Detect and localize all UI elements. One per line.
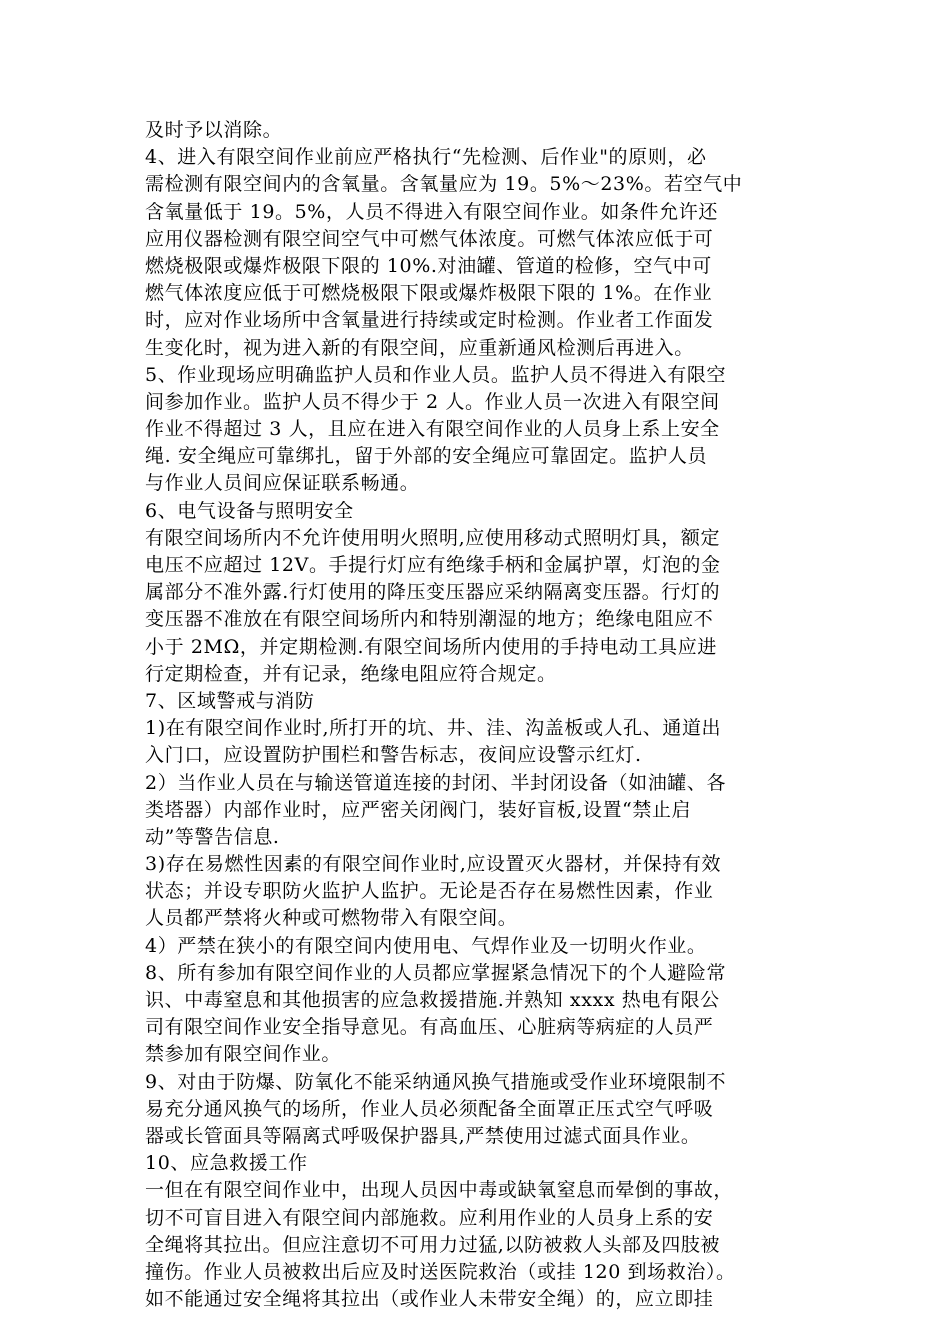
text-line: 切不可盲目进入有限空间内部施救。应利用作业的人员身上系的安 [145,1206,714,1229]
text-line: 含氧量低于 19。5%，人员不得进入有限空间作业。如条件允许还 [145,200,718,223]
text-line: 属部分不准外露.行灯使用的降压变压器应采纳隔离变压器。行灯的 [145,581,721,604]
text-line: 燃烧极限或爆炸极限下限的 10%.对油罐、管道的检修，空气中可 [145,254,712,277]
text-line: 状态；并设专职防火监护人监护。无论是否存在易燃性因素，作业 [145,880,714,903]
text-line: 电压不应超过 12V。手提行灯应有绝缘手柄和金属护罩，灯泡的金 [145,554,721,576]
text-line: 动”等警告信息. [145,825,280,848]
text-line: 行定期检查，并有记录，绝缘电阻应符合规定。 [145,662,557,685]
text-line: 与作业人员间应保证联系畅通。 [145,472,420,495]
text-line: 5、作业现场应明确监护人员和作业人员。监护人员不得进入有限空 [145,363,727,386]
text-line: 入门口，应设置防护围栏和警告标志，夜间应设警示红灯. [145,744,642,767]
text-line: 易充分通风换气的场所，作业人员必须配备全面罩正压式空气呼吸 [145,1097,714,1120]
text-line: 应用仪器检测有限空间空气中可燃气体浓度。可燃气体浓应低于可 [145,227,714,250]
text-line: 小于 2MΩ，并定期检测.有限空间场所内使用的手持电动工具应进 [145,635,717,658]
text-line: 6、电气设备与照明安全 [145,499,354,522]
text-line: 间参加作业。监护人员不得少于 2 人。作业人员一次进入有限空间 [145,390,720,413]
text-line: 2）当作业人员在与输送管道连接的封闭、半封闭设备（如油罐、各 [145,771,727,794]
text-line: 撞伤。作业人员被救出后应及时送医院救治（或挂 120 到场救治）。 [145,1260,736,1283]
text-line: 3)存在易燃性因素的有限空间作业时,应设置灭火器材，并保持有效 [145,853,722,876]
text-line: 变压器不准放在有限空间场所内和特别潮湿的地方；绝缘电阻应不 [145,608,714,631]
text-line: 器或长管面具等隔离式呼吸保护器具,严禁使用过滤式面具作业。 [145,1124,701,1147]
text-line: 全绳将其拉出。但应注意切不可用力过猛,以防被救人头部及四肢被 [145,1233,721,1256]
text-line: 司有限空间作业安全指导意见。有高血压、心脏病等病症的人员严 [145,1016,714,1039]
text-line: 人员都严禁将火种或可燃物带入有限空间。 [145,907,518,930]
text-line: 有限空间场所内不允许使用明火照明,应使用移动式照明灯具，额定 [145,526,721,549]
text-line: 4、进入有限空间作业前应严格执行“先检测、后作业"的原则，必 [145,146,707,169]
text-line: 生变化时，视为进入新的有限空间，应重新通风检测后再进入。 [145,336,694,359]
text-line: 10、应急救援工作 [145,1152,308,1175]
text-line: 9、对由于防爆、防氧化不能采纳通风换气措施或受作业环境限制不 [145,1070,727,1093]
text-line: 4）严禁在狭小的有限空间内使用电、气焊作业及一切明火作业。 [145,934,707,957]
text-line: 识、中毒窒息和其他损害的应急救援措施.并熟知 xxxx 热电有限公 [145,989,720,1011]
text-line: 禁参加有限空间作业。 [145,1043,342,1066]
text-line: 类塔器）内部作业时，应严密关闭阀门，装好盲板,设置“禁止启 [145,798,692,821]
text-line: 时，应对作业场所中含氧量进行持续或定时检测。作业者工作面发 [145,309,714,332]
document-body [145,117,810,1313]
text-line: 1)在有限空间作业时,所打开的坑、井、洼、沟盖板或人孔、通道出 [145,717,722,740]
text-line: 及时予以消除。 [145,119,283,141]
text-line: 8、所有参加有限空间作业的人员都应掌握紧急情况下的个人避险常 [145,961,727,984]
text-line: 绳. 安全绳应可靠绑扎，留于外部的安全绳应可靠固定。监护人员 [145,445,708,468]
text-line: 7、区域警戒与消防 [145,689,315,712]
text-line: 燃气体浓度应低于可燃烧极限下限或爆炸极限下限的 1%。在作业 [145,282,713,305]
text-line: 作业不得超过 3 人，且应在进入有限空间作业的人员身上系上安全 [145,418,720,441]
text-line: 一但在有限空间作业中，出现人员因中毒或缺氧窒息而晕倒的事故， [145,1179,734,1202]
text-line: 需检测有限空间内的含氧量。含氧量应为 19。5%～23%。若空气中 [145,173,743,196]
text-line: 如不能通过安全绳将其拉出（或作业人未带安全绳）的，应立即挂 [145,1288,714,1311]
